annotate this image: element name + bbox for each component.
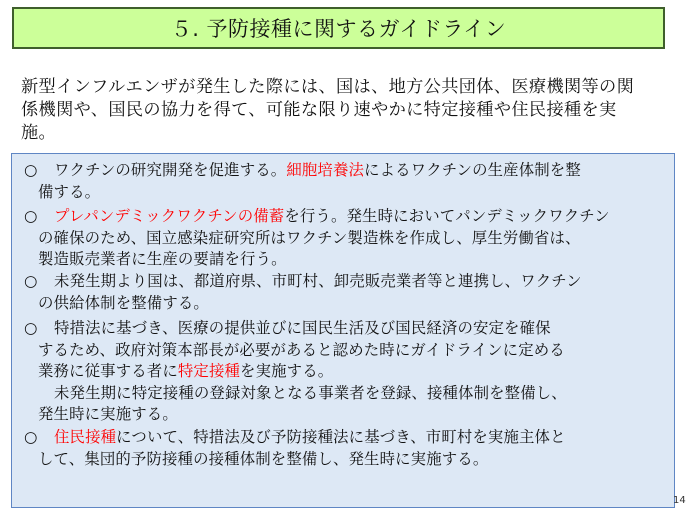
slide-title: ５. 予防接種に関するガイドライン xyxy=(170,17,507,41)
item-line: 発生時に実施する。 xyxy=(38,405,178,423)
slide-title-box xyxy=(12,7,665,49)
measure-item-specific-vaccination xyxy=(24,318,674,426)
item-line: 特措法に基づき、医療の提供並びに国民生活及び国民経済の安定を確保 xyxy=(54,319,551,337)
item-line xyxy=(24,427,674,449)
bullet-circle: ○ xyxy=(24,161,38,179)
intro-line: 新型インフルエンザが発生した際には、国は、地方公共団体、医療機関等の関 xyxy=(21,77,635,97)
item-text: ワクチンの研究開発を促進する。 xyxy=(54,161,287,179)
item-line: の確保のため、国立感染症研究所はワクチン製造株を作成し、厚生労働省は、 xyxy=(38,228,581,247)
highlight-text: プレパンデミックワクチンの備蓄 xyxy=(54,207,285,225)
item-line: 未発生期に特定接種の登録対象となる事業者を登録、接種体制を整備し、 xyxy=(54,383,567,402)
intro-line: 係機関や、国民の協力を得て、可能な限り速やかに特定接種や住民接種を実 xyxy=(21,100,617,120)
item-line: 備する。 xyxy=(38,182,101,201)
bullet-circle: ○ xyxy=(24,319,38,337)
measure-item-prepandemic-stockpile xyxy=(24,206,674,271)
highlight-text: 特定接種 xyxy=(177,362,241,380)
measures-panel xyxy=(11,153,675,508)
item-text: について、特措法及び予防接種法に基づき、市町村を実施主体と xyxy=(116,428,566,446)
bullet-circle: ○ xyxy=(24,428,38,446)
item-line: の供給体制を整備する。 xyxy=(38,293,209,312)
item-text: を行う。発生時においてパンデミックワクチン xyxy=(284,207,610,225)
measure-item-vaccine-development xyxy=(24,160,674,203)
item-text: によるワクチンの生産体制を整 xyxy=(364,161,581,179)
highlight-text: 住民接種 xyxy=(54,428,117,446)
bullet-circle: ○ xyxy=(24,272,38,290)
item-text: を実施する。 xyxy=(240,362,334,380)
highlight-text: 細胞培養法 xyxy=(286,161,365,179)
item-line: 製造販売業者に生産の要請を行う。 xyxy=(38,250,287,268)
bullet-circle: ○ xyxy=(24,207,38,225)
item-line: 未発生期より国は、都道府県、市町村、卸売販売業者等と連携し、ワクチン xyxy=(54,272,582,290)
intro-line: 施。 xyxy=(21,123,57,143)
page-number: 14 xyxy=(673,495,686,506)
intro-paragraph xyxy=(21,76,661,145)
item-line xyxy=(24,361,674,383)
measure-item-supply-system xyxy=(24,271,674,314)
measure-item-resident-vaccination xyxy=(24,427,674,470)
item-line: するため、政府対策本部長が必要があると認めた時にガイドラインに定める xyxy=(38,340,565,359)
item-line xyxy=(24,206,674,228)
item-line xyxy=(24,160,674,182)
item-line: して、集団的予防接種の接種体制を整備し、発生時に実施する。 xyxy=(38,449,489,468)
item-text: 業務に従事する者に xyxy=(38,362,178,380)
